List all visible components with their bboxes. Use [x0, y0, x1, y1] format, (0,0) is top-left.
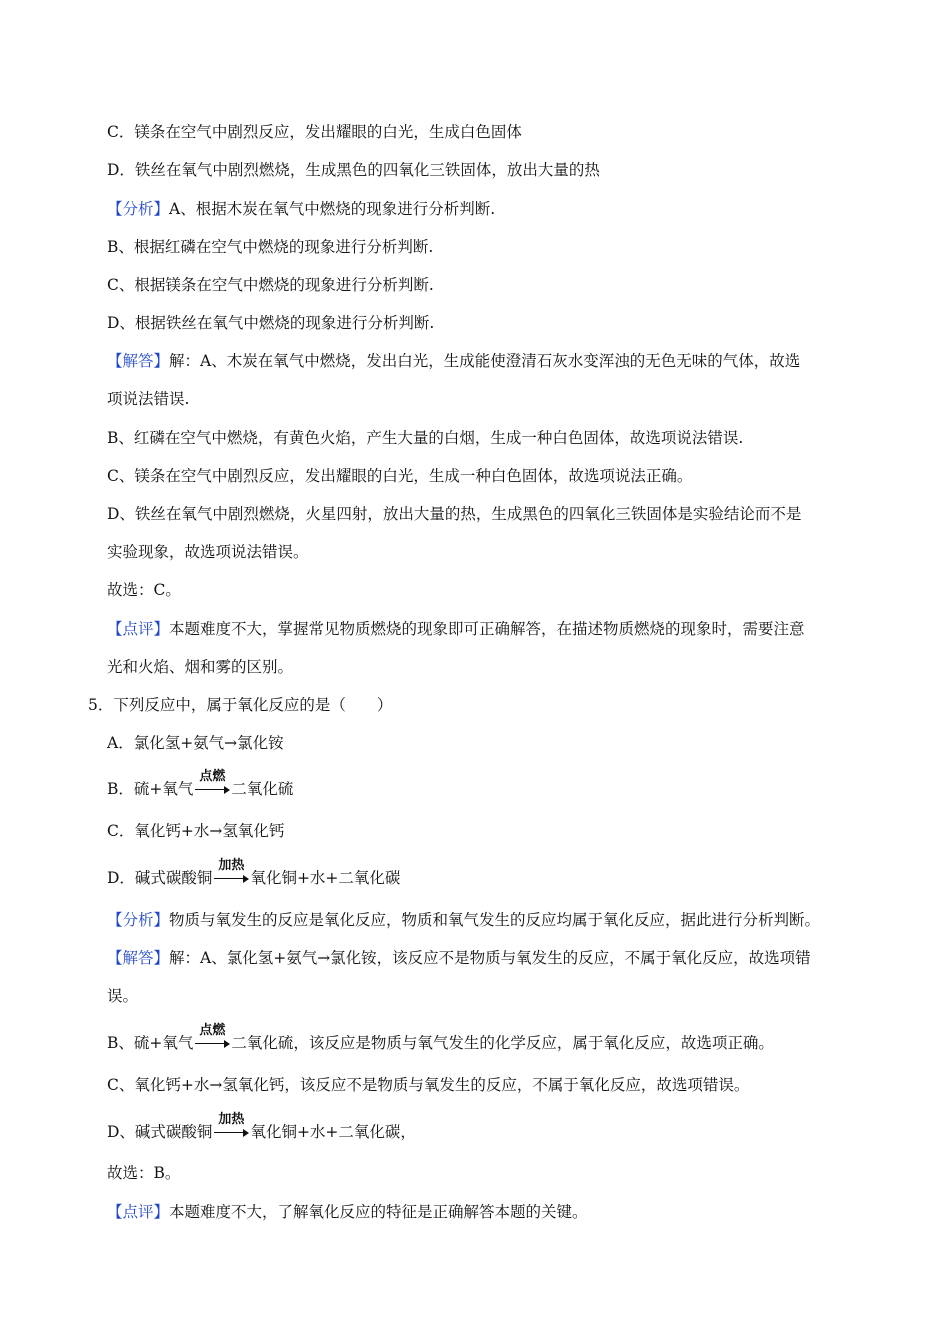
q5-option-c: C．氧化钙+水→氢氧化钙 [107, 822, 285, 840]
q5-answer-d [107, 1112, 416, 1142]
reaction-arrow [213, 858, 249, 888]
comment-tag: 【点评】 [107, 1203, 170, 1221]
reaction-condition: 点燃 [199, 769, 226, 784]
comment-tag: 【点评】 [107, 620, 170, 638]
analysis-tag: 【分析】 [107, 200, 170, 218]
analysis-text: 物质与氧发生的反应是氧化反应，物质和氧气发生的反应均属于氧化反应，据此进行分析判断。 [169, 911, 821, 929]
q5-analysis-line [107, 910, 820, 930]
comment-text: 本题难度不大，掌握常见物质燃烧的现象即可正确解答，在描述物质燃烧的现象时，需要注意 [169, 620, 805, 638]
answer-d-text: 氧化铜+水+二氧化碳， [250, 1123, 416, 1141]
comment-text: 本题难度不大，了解氧化反应的特征是正确解答本题的关键。 [169, 1203, 588, 1221]
q4-analysis-c: C、根据镁条在空气中燃烧的现象进行分析判断. [107, 276, 434, 294]
reaction-condition: 点燃 [199, 1023, 226, 1038]
q4-answer-line [107, 351, 800, 371]
q5-comment-line [107, 1202, 588, 1222]
option-b-product: 二氧化硫 [231, 780, 294, 798]
q5-choice: 故选：B。 [107, 1164, 181, 1182]
q4-answer-d-cont: 实验现象，故选项说法错误。 [107, 543, 309, 561]
reaction-arrow [194, 1023, 230, 1053]
q4-option-d: D．铁丝在氧气中剧烈燃烧，生成黑色的四氧化三铁固体，放出大量的热 [107, 161, 600, 179]
option-d-reactant: D．碱式碳酸铜 [107, 869, 213, 887]
q5-answer-c: C、氧化钙+水→氢氧化钙，该反应不是物质与氧发生的反应，不属于氧化反应，故选项错误。 [107, 1076, 750, 1094]
reaction-condition: 加热 [218, 1112, 245, 1127]
q4-answer-a-cont: 项说法错误. [107, 390, 190, 408]
q5-option-b [107, 769, 294, 799]
answer-b-reactants: B、硫+氧气 [107, 1034, 194, 1052]
q4-answer-b: B、红磷在空气中燃烧，有黄色火焰，产生大量的白烟，生成一种白色固体，故选项说法错误. [107, 429, 744, 447]
q4-answer-c: C、镁条在空气中剧烈反应，发出耀眼的白光，生成一种白色固体，故选项说法正确。 [107, 467, 693, 485]
option-d-products: 氧化铜+水+二氧化碳 [250, 869, 401, 887]
q5-stem: 5．下列反应中，属于氧化反应的是（ ） [88, 696, 393, 714]
q4-comment-line [107, 619, 805, 639]
q5-option-d [107, 858, 401, 888]
answer-text: 解：A、氯化氢+氨气→氯化铵，该反应不是物质与氧发生的反应，不属于氧化反应，故选项错 [169, 949, 811, 967]
q4-analysis-b: B、根据红磷在空气中燃烧的现象进行分析判断. [107, 238, 434, 256]
q5-option-a: A．氯化氢+氨气→氯化铵 [107, 734, 284, 752]
analysis-tag: 【分析】 [107, 911, 170, 929]
q4-answer-d: D、铁丝在氧气中剧烈燃烧，火星四射，放出大量的热，生成黑色的四氧化三铁固体是实验结论而不是 [107, 505, 802, 523]
q4-analysis-d: D、根据铁丝在氧气中燃烧的现象进行分析判断. [107, 314, 435, 332]
analysis-text: A、根据木炭在氧气中燃烧的现象进行分析判断. [169, 200, 496, 218]
q4-option-c: C．镁条在空气中剧烈反应，发出耀眼的白光，生成白色固体 [107, 123, 522, 141]
answer-d-reactant: D、碱式碳酸铜 [107, 1123, 213, 1141]
reaction-arrow [194, 769, 230, 799]
q4-choice: 故选：C。 [107, 581, 181, 599]
answer-text: 解：A、木炭在氧气中燃烧，发出白光，生成能使澄清石灰水变浑浊的无色无味的气体，故选 [169, 352, 801, 370]
answer-tag: 【解答】 [107, 352, 170, 370]
option-b-reactants: B．硫+氧气 [107, 780, 194, 798]
q5-answer-b [107, 1023, 774, 1053]
reaction-arrow [213, 1112, 249, 1142]
q5-answer-line [107, 948, 811, 968]
q4-comment-cont: 光和火焰、烟和雾的区别。 [107, 658, 294, 676]
reaction-condition: 加热 [218, 858, 245, 873]
q5-answer-a-cont: 误。 [107, 987, 139, 1005]
answer-b-text: 二氧化硫，该反应是物质与氧气发生的化学反应，属于氧化反应，故选项正确。 [231, 1034, 774, 1052]
answer-tag: 【解答】 [107, 949, 170, 967]
q4-analysis-line [107, 199, 495, 219]
